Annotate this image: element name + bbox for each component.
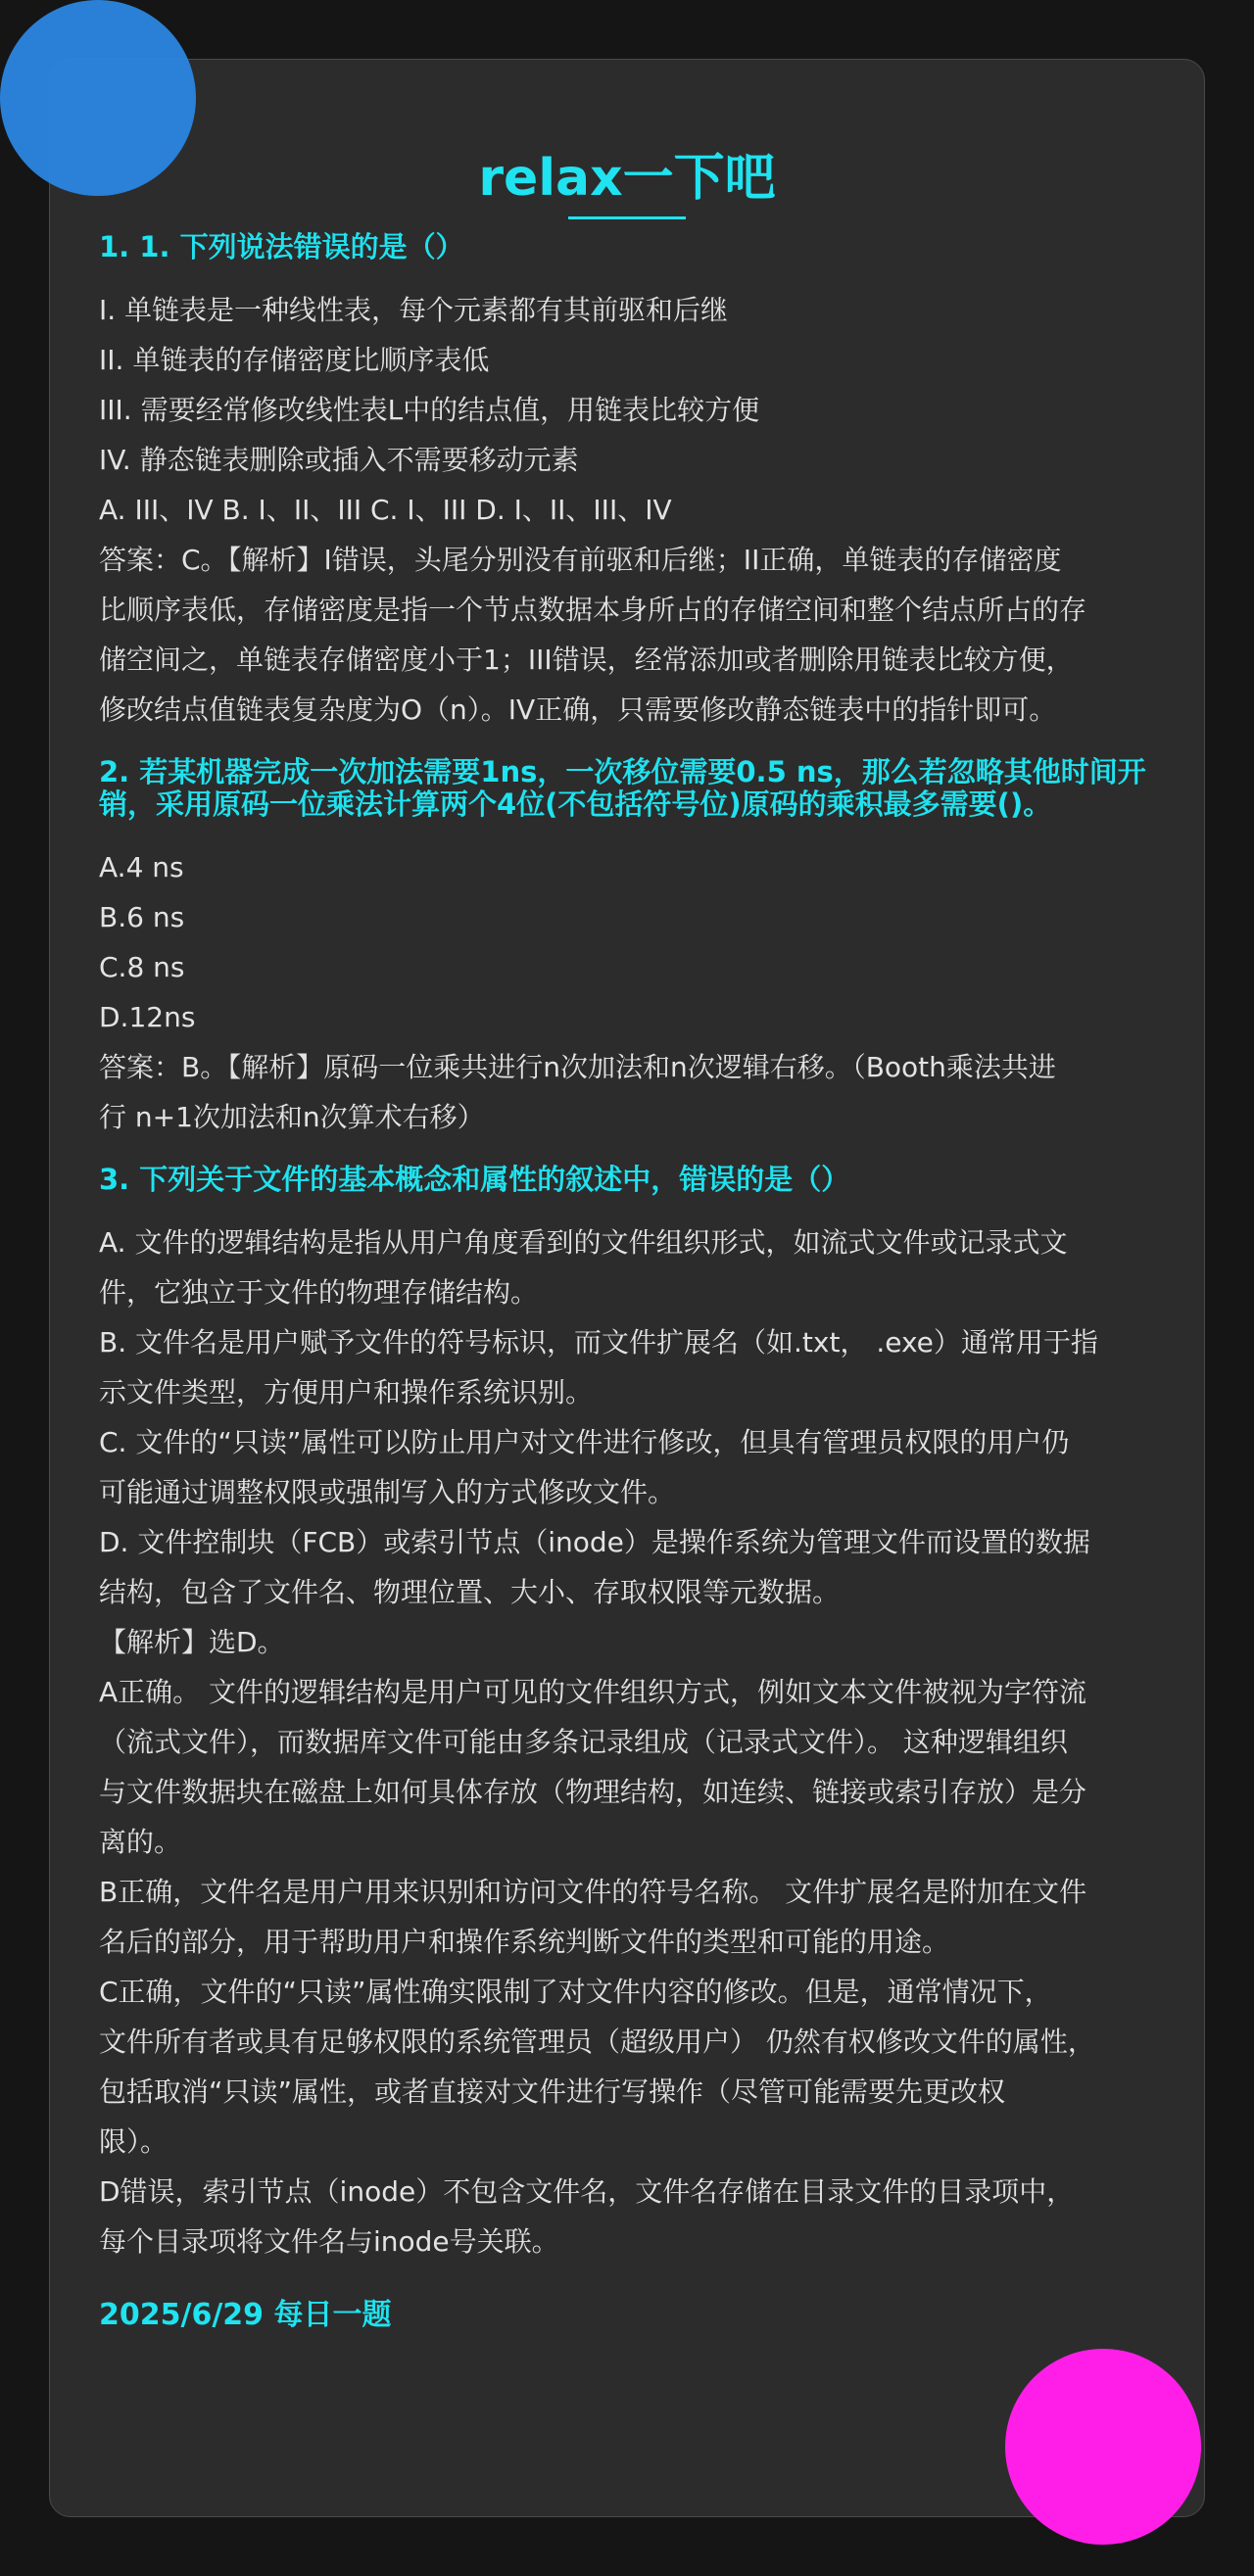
text-line: 【解析】选D。: [99, 1626, 285, 1658]
text-line: A正确。 文件的逻辑结构是用户可见的文件组织方式，例如文本文件被视为字符流: [99, 1676, 1087, 1708]
text-line: A. 文件的逻辑结构是指从用户角度看到的文件组织形式，如流式文件或记录式文: [99, 1226, 1068, 1259]
text-line: B. 文件名是用户赋予文件的符号标识，而文件扩展名（如.txt， .exe）通常用于指: [99, 1326, 1098, 1359]
text-line: 答案：B。【解析】原码一位乘共进行n次加法和n次逻辑右移。（Booth乘法共进: [99, 1051, 1056, 1083]
title-underline: [568, 216, 686, 219]
text-line: A. III、IV B. I、II、III C. I、III D. I、II、III、IV: [99, 494, 672, 526]
question-body: [99, 285, 1155, 735]
text-line: III. 需要经常修改线性表L中的结点值，用链表比较方便: [99, 394, 760, 426]
question-3: [99, 1164, 1155, 2266]
text-line: D错误，索引节点（inode）不包含文件名，文件名存储在目录文件的目录项中，: [99, 2175, 1075, 2208]
text-line: A.4 ns: [99, 851, 184, 883]
text-line: 比顺序表低，存储密度是指一个节点数据本身所占的存储空间和整个结点所占的存: [99, 594, 1087, 626]
text-line: 示文件类型，方便用户和操作系统识别。: [99, 1376, 594, 1408]
question-heading: 1. 1. 下列说法错误的是（）: [99, 230, 464, 263]
text-line: （流式文件），而数据库文件可能由多条记录组成（记录式文件）。 这种逻辑组织: [99, 1726, 1068, 1758]
question-heading: 2. 若某机器完成一次加法需要1ns，一次移位需要0.5 ns，那么若忽略其他时间开销，采用原码一位乘法计算两个4位(不包括符号位)原码的乘积最多需要()。: [99, 755, 1146, 821]
text-line: C正确，文件的“只读”属性确实限制了对文件内容的修改。但是，通常情况下，: [99, 1976, 1052, 2008]
text-line: 修改结点值链表复杂度为O（n）。IV正确，只需要修改静态链表中的指针即可。: [99, 693, 1057, 726]
text-line: 与文件数据块在磁盘上如何具体存放（物理结构，如连续、链接或索引存放）是分: [99, 1776, 1087, 1808]
text-line: D.12ns: [99, 1001, 196, 1033]
question-body: [99, 1217, 1155, 2266]
text-line: B.6 ns: [99, 901, 185, 933]
text-line: 答案：C。【解析】I错误，头尾分别没有前驱和后继；II正确，单链表的存储密度: [99, 544, 1062, 576]
text-line: 文件所有者或具有足够权限的系统管理员（超级用户） 仍然有权修改文件的属性，: [99, 2026, 1095, 2058]
decorative-magenta-circle: [1005, 2349, 1201, 2545]
text-line: B正确，文件名是用户用来识别和访问文件的符号名称。 文件扩展名是附加在文件: [99, 1876, 1087, 1908]
page-title: relax一下吧: [478, 149, 776, 208]
text-line: C.8 ns: [99, 951, 185, 983]
text-line: II. 单链表的存储密度比顺序表低: [99, 344, 490, 376]
text-line: I. 单链表是一种线性表，每个元素都有其前驱和后继: [99, 294, 729, 326]
content-card: [49, 59, 1205, 2517]
text-line: D. 文件控制块（FCB）或索引节点（inode）是操作系统为管理文件而设置的数据: [99, 1526, 1090, 1558]
text-line: C. 文件的“只读”属性可以防止用户对文件进行修改，但具有管理员权限的用户仍: [99, 1426, 1070, 1458]
question-heading: 3. 下列关于文件的基本概念和属性的叙述中，错误的是（）: [99, 1163, 850, 1196]
text-line: 行 n+1次加法和n次算术右移）: [99, 1101, 485, 1133]
text-line: IV. 静态链表删除或插入不需要移动元素: [99, 444, 579, 476]
text-line: 结构，包含了文件名、物理位置、大小、存取权限等元数据。: [99, 1576, 841, 1608]
text-line: 包括取消“只读”属性，或者直接对文件进行写操作（尽管可能需要先更改权: [99, 2075, 1006, 2108]
text-line: 离的。: [99, 1826, 182, 1858]
date-footer: 2025/6/29 每日一题: [99, 2298, 392, 2332]
text-line: 限）。: [99, 2125, 169, 2158]
text-line: 每个目录项将文件名与inode号关联。: [99, 2225, 559, 2258]
question-body: [99, 842, 1155, 1142]
text-line: 件，它独立于文件的物理存储结构。: [99, 1276, 539, 1309]
text-line: 名后的部分，用于帮助用户和操作系统判断文件的类型和可能的用途。: [99, 1926, 950, 1958]
text-line: 储空间之，单链表存储密度小于1；III错误，经常添加或者删除用链表比较方便，: [99, 644, 1074, 676]
question-2: [99, 756, 1155, 1142]
question-1: [99, 231, 1155, 735]
text-line: 可能通过调整权限或强制写入的方式修改文件。: [99, 1476, 676, 1508]
decorative-blue-circle: [0, 0, 196, 196]
